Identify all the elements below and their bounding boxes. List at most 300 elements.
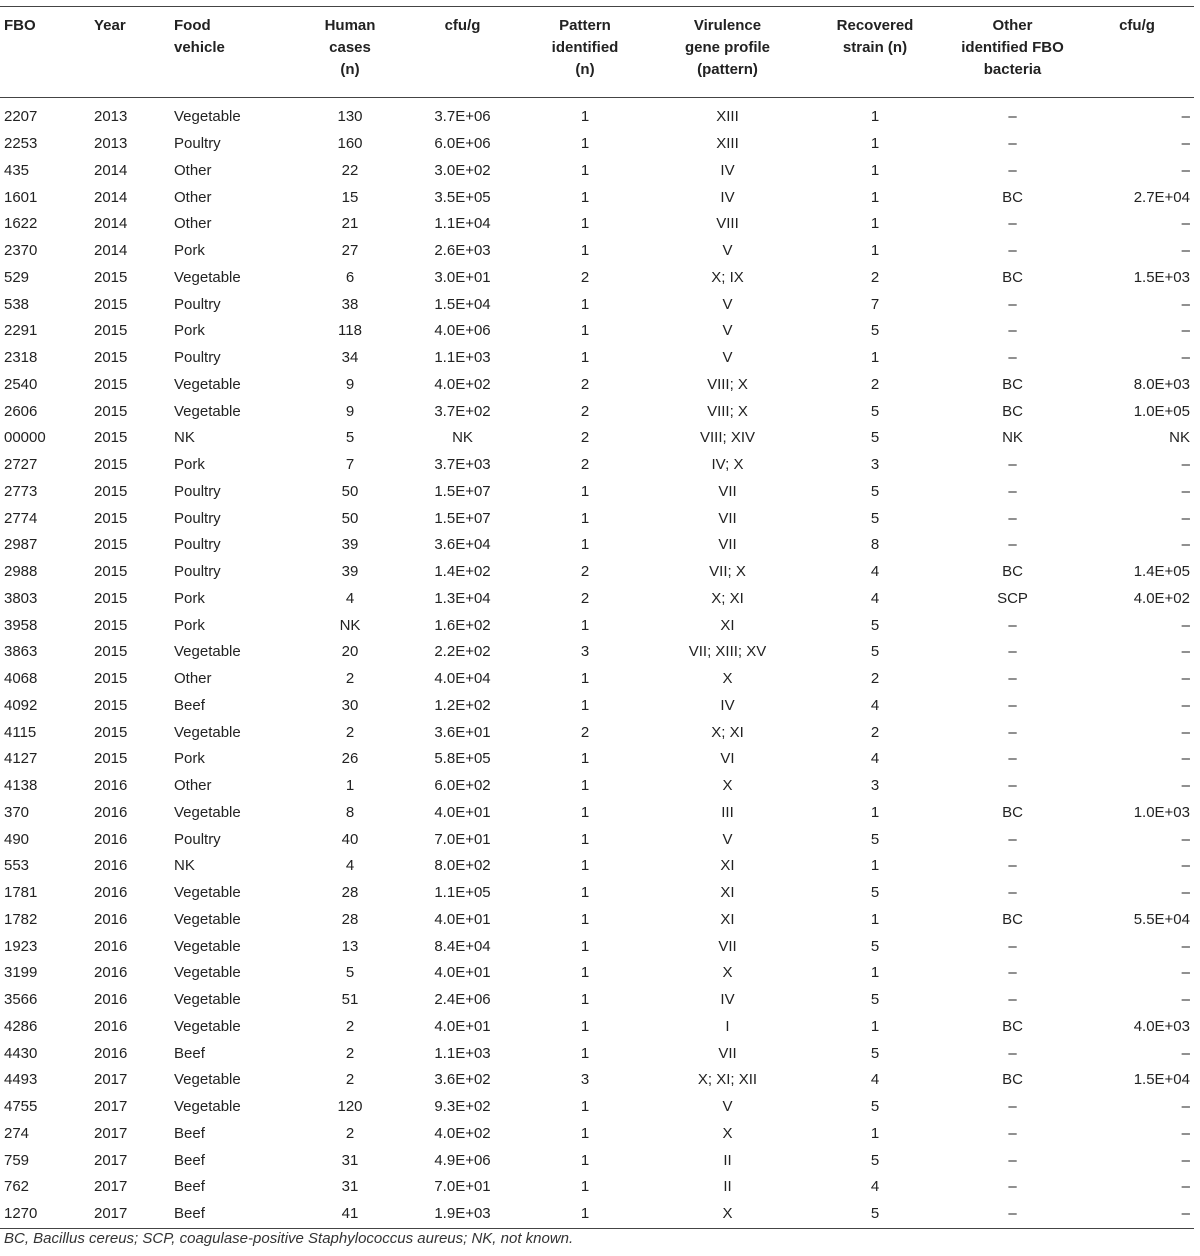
cell-food-vehicle: Vegetable (174, 910, 241, 928)
cell-pattern: 1 (580, 135, 590, 153)
cell-other-bacteria: – (1008, 1124, 1017, 1142)
cell-cfu-g-other: – (1181, 991, 1190, 1009)
cell-pattern: 1 (580, 161, 590, 179)
cell-pattern: 1 (580, 1017, 590, 1035)
cell-year: 2015 (94, 509, 128, 527)
cell-cfu-g: 1.6E+02 (434, 616, 491, 634)
cell-fbo: 1622 (4, 215, 38, 233)
cell-human-cases: 51 (341, 991, 359, 1009)
cell-recovered: 2 (870, 268, 880, 286)
cell-food-vehicle: Poultry (174, 482, 221, 500)
cell-other-bacteria: BC (1002, 1071, 1023, 1089)
cell-recovered: 5 (870, 643, 880, 661)
cell-cfu-g: 8.4E+04 (434, 937, 491, 955)
cell-other-bacteria: – (1008, 777, 1017, 795)
cell-cfu-g-other: 4.0E+02 (1133, 589, 1190, 607)
cell-pattern: 3 (580, 1071, 590, 1089)
header-row (0, 7, 1194, 98)
table-row (0, 800, 1194, 827)
cell-year: 2016 (94, 803, 128, 821)
cell-cfu-g: 4.0E+04 (434, 670, 491, 688)
cell-cfu-g-other: – (1181, 108, 1190, 126)
cell-cfu-g: 1.1E+03 (434, 349, 491, 367)
cell-virulence: IV (720, 161, 735, 179)
cell-recovered: 5 (870, 616, 880, 634)
cell-pattern: 1 (580, 536, 590, 554)
cell-pattern: 1 (580, 1098, 590, 1116)
cell-food-vehicle: Vegetable (174, 268, 241, 286)
cell-food-vehicle: Beef (174, 1044, 205, 1062)
cell-cfu-g-other: – (1181, 215, 1190, 233)
table-row (0, 345, 1194, 372)
cell-food-vehicle: Other (174, 777, 212, 795)
cell-virulence: VIII; XIV (699, 429, 756, 447)
cell-year: 2015 (94, 723, 128, 741)
cell-pattern: 1 (580, 1044, 590, 1062)
cell-cfu-g: 3.6E+01 (434, 723, 491, 741)
cell-virulence: VI (720, 750, 735, 768)
cell-food-vehicle: Poultry (174, 509, 221, 527)
cell-pattern: 2 (580, 456, 590, 474)
cell-recovered: 1 (870, 349, 880, 367)
cell-virulence: VIII; X (707, 375, 748, 393)
cell-cfu-g: 2.6E+03 (434, 242, 491, 260)
cell-cfu-g-other: 1.5E+04 (1133, 1071, 1190, 1089)
cell-food-vehicle: Vegetable (174, 375, 241, 393)
header-line: bacteria (983, 61, 1042, 78)
cell-cfu-g-other: – (1181, 322, 1190, 340)
fbo-table (0, 6, 1194, 1229)
table-row (0, 372, 1194, 399)
cell-human-cases: 50 (341, 509, 359, 527)
cell-virulence: V (722, 830, 733, 848)
table-row (0, 612, 1194, 639)
cell-cfu-g-other: – (1181, 884, 1190, 902)
cell-other-bacteria: BC (1002, 402, 1023, 420)
cell-cfu-g: 7.0E+01 (434, 1178, 491, 1196)
cell-pattern: 1 (580, 777, 590, 795)
cell-fbo: 3199 (4, 964, 38, 982)
cell-year: 2016 (94, 937, 128, 955)
cell-cfu-g: 4.9E+06 (434, 1151, 491, 1169)
table-row (0, 318, 1194, 345)
cell-fbo: 4068 (4, 670, 38, 688)
cell-year: 2017 (94, 1098, 128, 1116)
table-row (0, 719, 1194, 746)
cell-recovered: 1 (870, 108, 880, 126)
cell-pattern: 1 (580, 242, 590, 260)
cell-year: 2017 (94, 1071, 128, 1089)
cell-year: 2017 (94, 1178, 128, 1196)
cell-recovered: 1 (870, 803, 880, 821)
cell-fbo: 4430 (4, 1044, 38, 1062)
cell-year: 2015 (94, 429, 128, 447)
cell-human-cases: 39 (341, 563, 359, 581)
cell-food-vehicle: Poultry (174, 295, 221, 313)
cell-year: 2014 (94, 215, 128, 233)
cell-other-bacteria: BC (1002, 375, 1023, 393)
cell-cfu-g: 3.6E+02 (434, 1071, 491, 1089)
cell-human-cases: 7 (345, 456, 355, 474)
header-pattern-identified (520, 7, 650, 98)
cell-virulence: X (722, 964, 733, 982)
cell-virulence: V (722, 242, 733, 260)
header-line: identified (551, 39, 619, 56)
cell-recovered: 5 (870, 884, 880, 902)
table-row (0, 238, 1194, 265)
cell-recovered: 7 (870, 295, 880, 313)
cell-pattern: 1 (580, 509, 590, 527)
cell-human-cases: 9 (345, 402, 355, 420)
cell-virulence: X (722, 777, 733, 795)
cell-virulence: V (722, 322, 733, 340)
cell-human-cases: 21 (341, 215, 359, 233)
header-line: cases (329, 39, 371, 56)
cell-fbo: 529 (4, 268, 30, 286)
cell-other-bacteria: – (1008, 696, 1017, 714)
cell-human-cases: 1 (345, 777, 355, 795)
cell-cfu-g-other: – (1181, 1124, 1190, 1142)
header-line: strain (n) (842, 39, 908, 56)
cell-recovered: 1 (870, 242, 880, 260)
cell-recovered: 5 (870, 1151, 880, 1169)
cell-fbo: 4755 (4, 1098, 38, 1116)
cell-human-cases: 41 (295, 1201, 405, 1228)
cell-year: 2016 (94, 884, 128, 902)
cell-cfu-g: 3.7E+02 (434, 402, 491, 420)
cell-year: 2015 (94, 536, 128, 554)
cell-cfu-g-other: – (1181, 242, 1190, 260)
cell-recovered: 5 (870, 1098, 880, 1116)
cell-food-vehicle: Vegetable (174, 1017, 241, 1035)
cell-human-cases: 2 (345, 723, 355, 741)
cell-cfu-g: 6.0E+02 (434, 777, 491, 795)
cell-food-vehicle: Beef (174, 1151, 205, 1169)
cell-year: 2015 (94, 402, 128, 420)
cell-human-cases: 5 (345, 964, 355, 982)
cell-recovered: 4 (870, 696, 880, 714)
cell-cfu-g: 3.0E+01 (434, 268, 491, 286)
cell-pattern: 1 (580, 108, 590, 126)
cell-other-bacteria: – (1008, 616, 1017, 634)
table-row (0, 291, 1194, 318)
cell-pattern: 1 (580, 964, 590, 982)
cell-cfu-g: 6.0E+06 (434, 135, 491, 153)
header-cfu-g: cfu/g (405, 7, 520, 98)
cell-year: 2015 (94, 750, 128, 768)
cell-other-bacteria: – (1008, 482, 1017, 500)
cell-fbo: 2253 (4, 135, 38, 153)
cell-virulence: VIII (716, 215, 739, 233)
cell-food-vehicle: Vegetable (174, 402, 241, 420)
cell-year: 2015 (94, 616, 128, 634)
cell-year: 2015 (94, 696, 128, 714)
cell-other-bacteria: BC (1002, 268, 1023, 286)
cell-virulence: XI (720, 884, 735, 902)
cell-virulence: V (722, 295, 733, 313)
table-row (0, 960, 1194, 987)
cell-human-cases: 9 (345, 375, 355, 393)
table-row (0, 425, 1194, 452)
cell-pattern: 2 (580, 429, 590, 447)
cell-fbo: 4286 (4, 1017, 38, 1035)
cell-pattern: 1 (580, 803, 590, 821)
cell-fbo: 2291 (4, 322, 38, 340)
cell-pattern: 2 (580, 589, 590, 607)
cell-food-vehicle: Poultry (174, 830, 221, 848)
cell-fbo: 3566 (4, 991, 38, 1009)
cell-recovered: 1 (870, 161, 880, 179)
cell-year: 2016 (94, 991, 128, 1009)
table-row (0, 505, 1194, 532)
cell-virulence: VII (718, 509, 737, 527)
cell-cfu-g: 2.4E+06 (434, 991, 491, 1009)
cell-fbo: 2727 (4, 456, 38, 474)
cell-human-cases: 2 (345, 1071, 355, 1089)
cell-virulence: X; XI (711, 589, 744, 607)
cell-other-bacteria: – (1008, 884, 1017, 902)
cell-pattern: 1 (580, 188, 590, 206)
cell-fbo: 1923 (4, 937, 38, 955)
table-row (0, 1094, 1194, 1121)
cell-cfu-g-other: – (1181, 777, 1190, 795)
table-row (0, 746, 1194, 773)
cell-year: 2017 (90, 1201, 170, 1228)
header-year: Year (90, 7, 170, 98)
cell-fbo: 3803 (4, 589, 38, 607)
cell-cfu-g-other: – (1181, 482, 1190, 500)
cell-fbo: 00000 (4, 429, 46, 447)
header-line: (n) (575, 61, 595, 78)
cell-cfu-g-other: 1.0E+05 (1133, 402, 1190, 420)
cell-food-vehicle: Vegetable (174, 723, 241, 741)
cell-pattern: 2 (580, 375, 590, 393)
cell-recovered: 5 (870, 429, 880, 447)
cell-food-vehicle: Vegetable (174, 643, 241, 661)
table-row (0, 158, 1194, 185)
table-row (0, 693, 1194, 720)
cell-virulence: IV (720, 991, 735, 1009)
cell-pattern: 1 (580, 670, 590, 688)
cell-year: 2014 (94, 242, 128, 260)
cell-recovered: 5 (870, 830, 880, 848)
cell-food-vehicle: Vegetable (174, 884, 241, 902)
cell-food-vehicle: Vegetable (174, 1071, 241, 1089)
cell-virulence: V (722, 1098, 733, 1116)
cell-human-cases: 5 (345, 429, 355, 447)
table-row (0, 184, 1194, 211)
cell-human-cases: 160 (337, 135, 363, 153)
table-row (0, 98, 1194, 131)
cell-virulence: XI (720, 910, 735, 928)
cell-cfu-g: 4.0E+01 (434, 1017, 491, 1035)
cell-recovered: 1 (870, 964, 880, 982)
cell-cfu-g-other: 1.4E+05 (1133, 563, 1190, 581)
cell-human-cases: 4 (345, 589, 355, 607)
cell-human-cases: 34 (341, 349, 359, 367)
cell-fbo: 3863 (4, 643, 38, 661)
header-line: Recovered (836, 17, 914, 34)
cell-recovered: 1 (870, 135, 880, 153)
cell-year: 2014 (94, 161, 128, 179)
cell-cfu-g: 3.5E+05 (434, 188, 491, 206)
cell-other-bacteria: NK (1002, 429, 1023, 447)
cell-food-vehicle: Pork (174, 242, 205, 260)
cell-pattern: 1 (580, 215, 590, 233)
table-footnote: BC, Bacillus cereus; SCP, coagulase-positive Staphylococcus aureus; NK, not known. (4, 1230, 574, 1247)
cell-virulence: XI (720, 857, 735, 875)
cell-virulence: VII; XIII; XV (688, 643, 767, 661)
cell-fbo: 2540 (4, 375, 38, 393)
table-row (0, 853, 1194, 880)
cell-cfu-g-other: – (1181, 670, 1190, 688)
cell-virulence: VII; X (709, 563, 746, 581)
cell-fbo: 762 (4, 1178, 30, 1196)
cell-recovered: 2 (870, 375, 880, 393)
cell-cfu-g: 4.0E+01 (434, 964, 491, 982)
cell-cfu-g-other: 1.5E+03 (1133, 268, 1190, 286)
cell-fbo: 2370 (4, 242, 38, 260)
cell-food-vehicle: Other (174, 161, 212, 179)
cell-cfu-g-other: NK (1169, 429, 1190, 447)
cell-fbo: 2774 (4, 509, 38, 527)
cell-virulence: IV (720, 696, 735, 714)
cell-recovered: 3 (870, 777, 880, 795)
cell-recovered: 5 (805, 1201, 945, 1228)
cell-fbo: 4092 (4, 696, 38, 714)
cell-pattern: 1 (580, 750, 590, 768)
cell-food-vehicle: Pork (174, 616, 205, 634)
cell-other-bacteria: BC (1002, 563, 1023, 581)
cell-virulence: XIII (716, 135, 739, 153)
cell-virulence: X (722, 1124, 733, 1142)
cell-cfu-g-other: – (1181, 857, 1190, 875)
cell-cfu-g: 4.0E+02 (434, 1124, 491, 1142)
cell-year: 2016 (94, 1017, 128, 1035)
cell-virulence: VII (718, 536, 737, 554)
cell-cfu-g: 9.3E+02 (434, 1098, 491, 1116)
cell-food-vehicle: Other (174, 188, 212, 206)
cell-recovered: 1 (870, 1017, 880, 1035)
cell-other-bacteria: – (1008, 1098, 1017, 1116)
cell-cfu-g: 1.5E+04 (434, 295, 491, 313)
cell-human-cases: 40 (341, 830, 359, 848)
cell-pattern: 2 (580, 268, 590, 286)
cell-food-vehicle: Poultry (174, 135, 221, 153)
cell-year: 2015 (94, 643, 128, 661)
table-row (0, 1201, 1194, 1228)
cell-other-bacteria: – (1008, 1044, 1017, 1062)
cell-virulence: X; IX (711, 268, 744, 286)
cell-cfu-g: 1.1E+04 (434, 215, 491, 233)
cell-recovered: 1 (870, 215, 880, 233)
cell-pattern: 1 (580, 991, 590, 1009)
cell-recovered: 3 (870, 456, 880, 474)
cell-year: 2017 (94, 1124, 128, 1142)
header-line: (pattern) (697, 61, 758, 78)
cell-cfu-g: 3.7E+06 (434, 108, 491, 126)
cell-recovered: 5 (870, 482, 880, 500)
cell-recovered: 4 (870, 563, 880, 581)
cell-human-cases: 2 (345, 670, 355, 688)
cell-fbo: 2318 (4, 349, 38, 367)
cell-fbo: 2987 (4, 536, 38, 554)
cell-fbo: 1782 (4, 910, 38, 928)
cell-human-cases: 2 (345, 1124, 355, 1142)
cell-human-cases: 2 (345, 1044, 355, 1062)
cell-cfu-g: 1.1E+05 (434, 884, 491, 902)
cell-year: 2015 (94, 563, 128, 581)
cell-fbo: 759 (4, 1151, 30, 1169)
cell-cfu-g-other: – (1181, 964, 1190, 982)
cell-food-vehicle: Poultry (174, 349, 221, 367)
cell-cfu-g: 1.3E+04 (434, 589, 491, 607)
table-row (0, 559, 1194, 586)
cell-cfu-g: 1.2E+02 (434, 696, 491, 714)
cell-year: 2015 (94, 589, 128, 607)
cell-year: 2016 (94, 910, 128, 928)
cell-pattern: 2 (580, 402, 590, 420)
cell-year: 2016 (94, 1044, 128, 1062)
cell-recovered: 4 (870, 589, 880, 607)
cell-cfu-g-other: – (1181, 1098, 1190, 1116)
table-row (0, 987, 1194, 1014)
cell-food-vehicle: Pork (174, 322, 205, 340)
cell-human-cases: 130 (337, 108, 363, 126)
header-line: Pattern (559, 17, 611, 34)
cell-recovered: 8 (870, 536, 880, 554)
cell-pattern: 1 (580, 884, 590, 902)
cell-cfu-g-other: – (1181, 723, 1190, 741)
cell-other-bacteria: – (1008, 108, 1017, 126)
table-row (0, 1067, 1194, 1094)
cell-other-bacteria: – (1008, 135, 1017, 153)
cell-food-vehicle: Pork (174, 589, 205, 607)
cell-other-bacteria: – (1008, 670, 1017, 688)
cell-virulence: II (723, 1151, 732, 1169)
cell-recovered: 5 (870, 402, 880, 420)
cell-fbo: 2207 (4, 108, 38, 126)
header-line: vehicle (174, 39, 225, 56)
cell-food-vehicle: Beef (174, 1178, 205, 1196)
cell-year: 2015 (94, 456, 128, 474)
cell-cfu-g-other: – (1181, 696, 1190, 714)
cell-fbo: 553 (4, 857, 30, 875)
cell-fbo: 274 (4, 1124, 30, 1142)
cell-virulence: VII (718, 937, 737, 955)
table-row (0, 452, 1194, 479)
cell-pattern: 1 (580, 910, 590, 928)
cell-cfu-g-other: – (1181, 937, 1190, 955)
cell-cfu-g: 1.4E+02 (434, 563, 491, 581)
cell-other-bacteria: – (1008, 349, 1017, 367)
cell-recovered: 2 (870, 723, 880, 741)
cell-cfu-g-other: – (1181, 456, 1190, 474)
cell-fbo: 4138 (4, 777, 38, 795)
table-row (0, 773, 1194, 800)
cell-virulence: X (650, 1201, 805, 1228)
cell-food-vehicle: Poultry (174, 536, 221, 554)
cell-other-bacteria: – (1008, 643, 1017, 661)
cell-cfu-g: 3.7E+03 (434, 456, 491, 474)
cell-food-vehicle: Vegetable (174, 991, 241, 1009)
cell-virulence: XIII (716, 108, 739, 126)
cell-human-cases: 6 (345, 268, 355, 286)
cell-fbo: 3958 (4, 616, 38, 634)
cell-recovered: 5 (870, 937, 880, 955)
cell-human-cases: 31 (341, 1151, 359, 1169)
cell-virulence: IV (720, 188, 735, 206)
